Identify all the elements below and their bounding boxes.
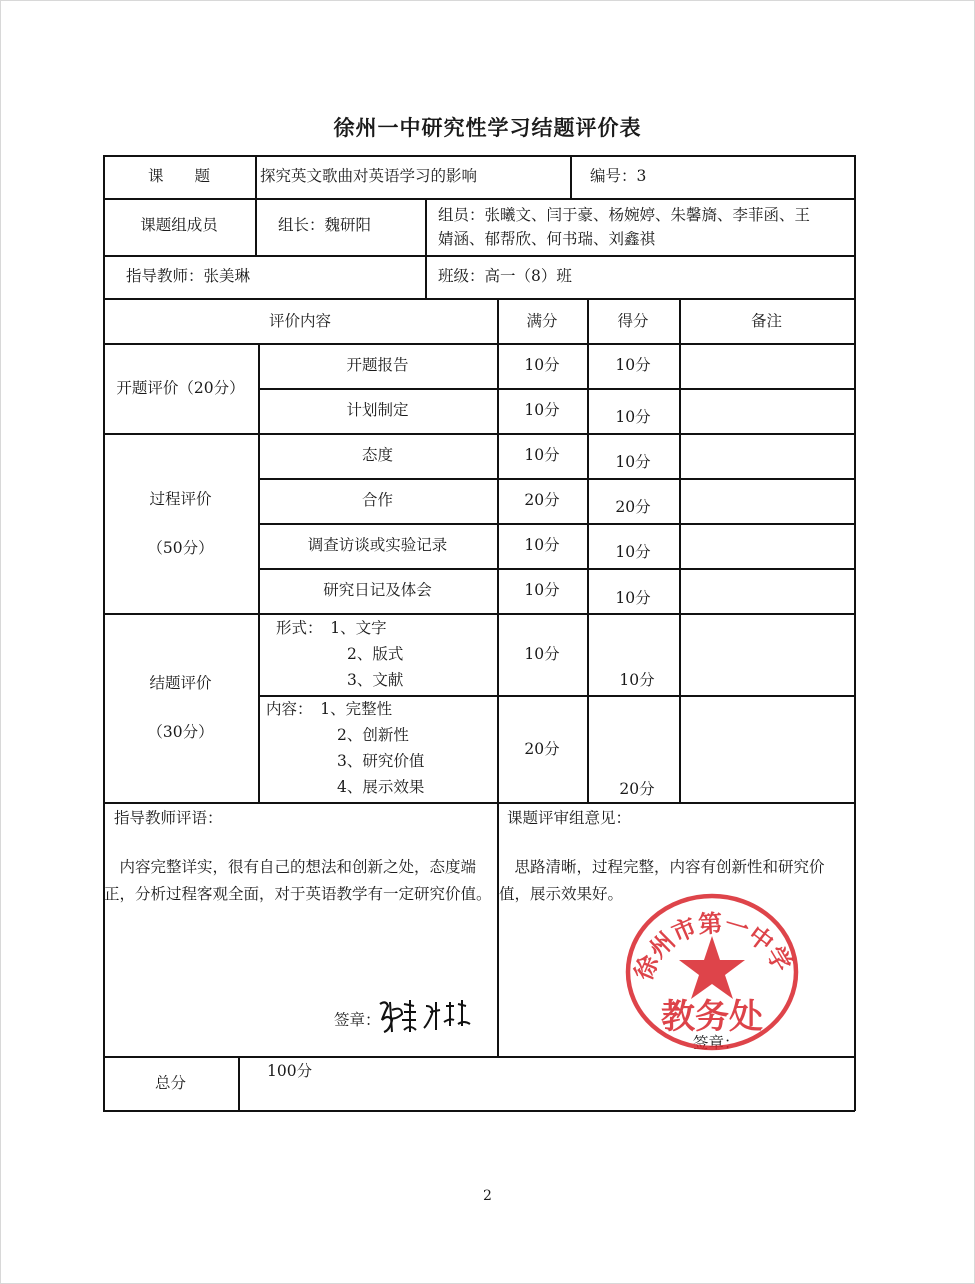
class-info: 班级：高一（8）班 xyxy=(438,267,572,285)
item-label: 研究日记及体会 xyxy=(323,581,432,599)
form-title: 徐州一中研究性学习结题评价表 xyxy=(333,116,642,140)
full-score: 10分 xyxy=(524,581,560,599)
topic-value: 探究英文歌曲对英语学习的影响 xyxy=(260,167,478,185)
teacher-comment-heading: 指导教师评语： xyxy=(114,809,223,827)
panel-comment-text: 思路清晰，过程完整，内容有创新性和研究价值，展示效果好。 xyxy=(499,858,825,903)
rule xyxy=(570,155,572,198)
process-points: （50分） xyxy=(147,539,214,557)
score: 20分 xyxy=(619,780,655,798)
panel-sign-label: 签章： xyxy=(693,1034,740,1052)
score: 10分 xyxy=(615,589,651,607)
rule xyxy=(425,198,427,298)
form-criteria-line: 形式： 1、文字 xyxy=(276,619,387,637)
rule xyxy=(103,198,855,200)
page-number: 2 xyxy=(483,1188,492,1204)
rule xyxy=(679,298,681,802)
panel-comment-heading: 课题评审组意见： xyxy=(507,809,632,827)
teacher-sign-label: 签章： xyxy=(334,1011,381,1029)
rule xyxy=(255,155,257,255)
group-members-line2: 婧涵、郁帮欣、何书瑞、刘鑫祺 xyxy=(438,230,656,248)
rule xyxy=(258,523,855,525)
rule xyxy=(103,343,855,345)
rule xyxy=(103,802,855,804)
rule xyxy=(103,155,105,1111)
project-number: 编号：3 xyxy=(590,167,647,185)
rule xyxy=(103,255,855,257)
full-score: 20分 xyxy=(524,740,560,758)
header-full-score: 满分 xyxy=(526,312,558,330)
group-members-line1: 组员：张曦文、闫于豪、杨婉婷、朱馨旖、李菲函、王 xyxy=(438,206,811,224)
item-label: 调查访谈或实验记录 xyxy=(307,536,448,554)
group-leader: 组长：魏研阳 xyxy=(278,216,372,234)
content-criteria-line: 2、创新性 xyxy=(337,726,409,744)
score: 10分 xyxy=(615,453,651,471)
rule xyxy=(103,433,855,435)
full-score: 10分 xyxy=(524,356,560,374)
score: 10分 xyxy=(615,408,651,426)
rule xyxy=(103,613,855,615)
header-note: 备注 xyxy=(750,312,782,330)
rule xyxy=(258,695,855,697)
process-label: 过程评价 xyxy=(149,490,212,508)
svg-text:教务处: 教务处 xyxy=(661,997,763,1037)
final-label: 结题评价 xyxy=(149,674,212,692)
opening-label: 开题评价（20分） xyxy=(116,379,245,397)
score: 10分 xyxy=(619,671,655,689)
full-score: 10分 xyxy=(524,446,560,464)
item-label: 计划制定 xyxy=(346,401,409,419)
full-score: 10分 xyxy=(524,645,560,663)
total-value: 100分 xyxy=(267,1062,313,1080)
advisor: 指导教师：张美琳 xyxy=(126,267,251,285)
topic-label: 课 题 xyxy=(147,167,210,185)
rule xyxy=(854,155,856,1111)
handwritten-signature xyxy=(374,996,474,1036)
score: 20分 xyxy=(615,498,651,516)
rule xyxy=(238,1056,240,1110)
full-score: 10分 xyxy=(524,401,560,419)
svg-text:徐州市第一中学: 徐州市第一中学 xyxy=(628,908,798,985)
teacher-comment-text: 内容完整详实，很有自己的想法和创新之处，态度端正，分析过程客观全面，对于英语教学有一定研究价值。 xyxy=(104,858,492,903)
total-label: 总分 xyxy=(154,1074,186,1092)
form-criteria-line: 3、文献 xyxy=(347,671,404,689)
final-points: （30分） xyxy=(147,723,214,741)
full-score: 20分 xyxy=(524,491,560,509)
rule xyxy=(103,1110,855,1112)
rule xyxy=(103,155,855,157)
official-seal xyxy=(620,888,810,1058)
content-criteria-line: 4、展示效果 xyxy=(337,778,425,796)
content-criteria-line: 内容： 1、完整性 xyxy=(266,700,393,718)
full-score: 10分 xyxy=(524,536,560,554)
score: 10分 xyxy=(615,543,651,561)
item-label: 合作 xyxy=(361,491,393,509)
score: 10分 xyxy=(615,356,651,374)
content-criteria-line: 3、研究价值 xyxy=(337,752,425,770)
rule xyxy=(258,388,855,390)
members-label: 课题组成员 xyxy=(140,216,218,234)
item-label: 态度 xyxy=(361,446,393,464)
rule xyxy=(258,568,855,570)
rule xyxy=(258,478,855,480)
header-score: 得分 xyxy=(617,312,649,330)
item-label: 开题报告 xyxy=(346,356,409,374)
header-content: 评价内容 xyxy=(268,312,331,330)
rule xyxy=(103,298,855,300)
form-criteria-line: 2、版式 xyxy=(347,645,404,663)
